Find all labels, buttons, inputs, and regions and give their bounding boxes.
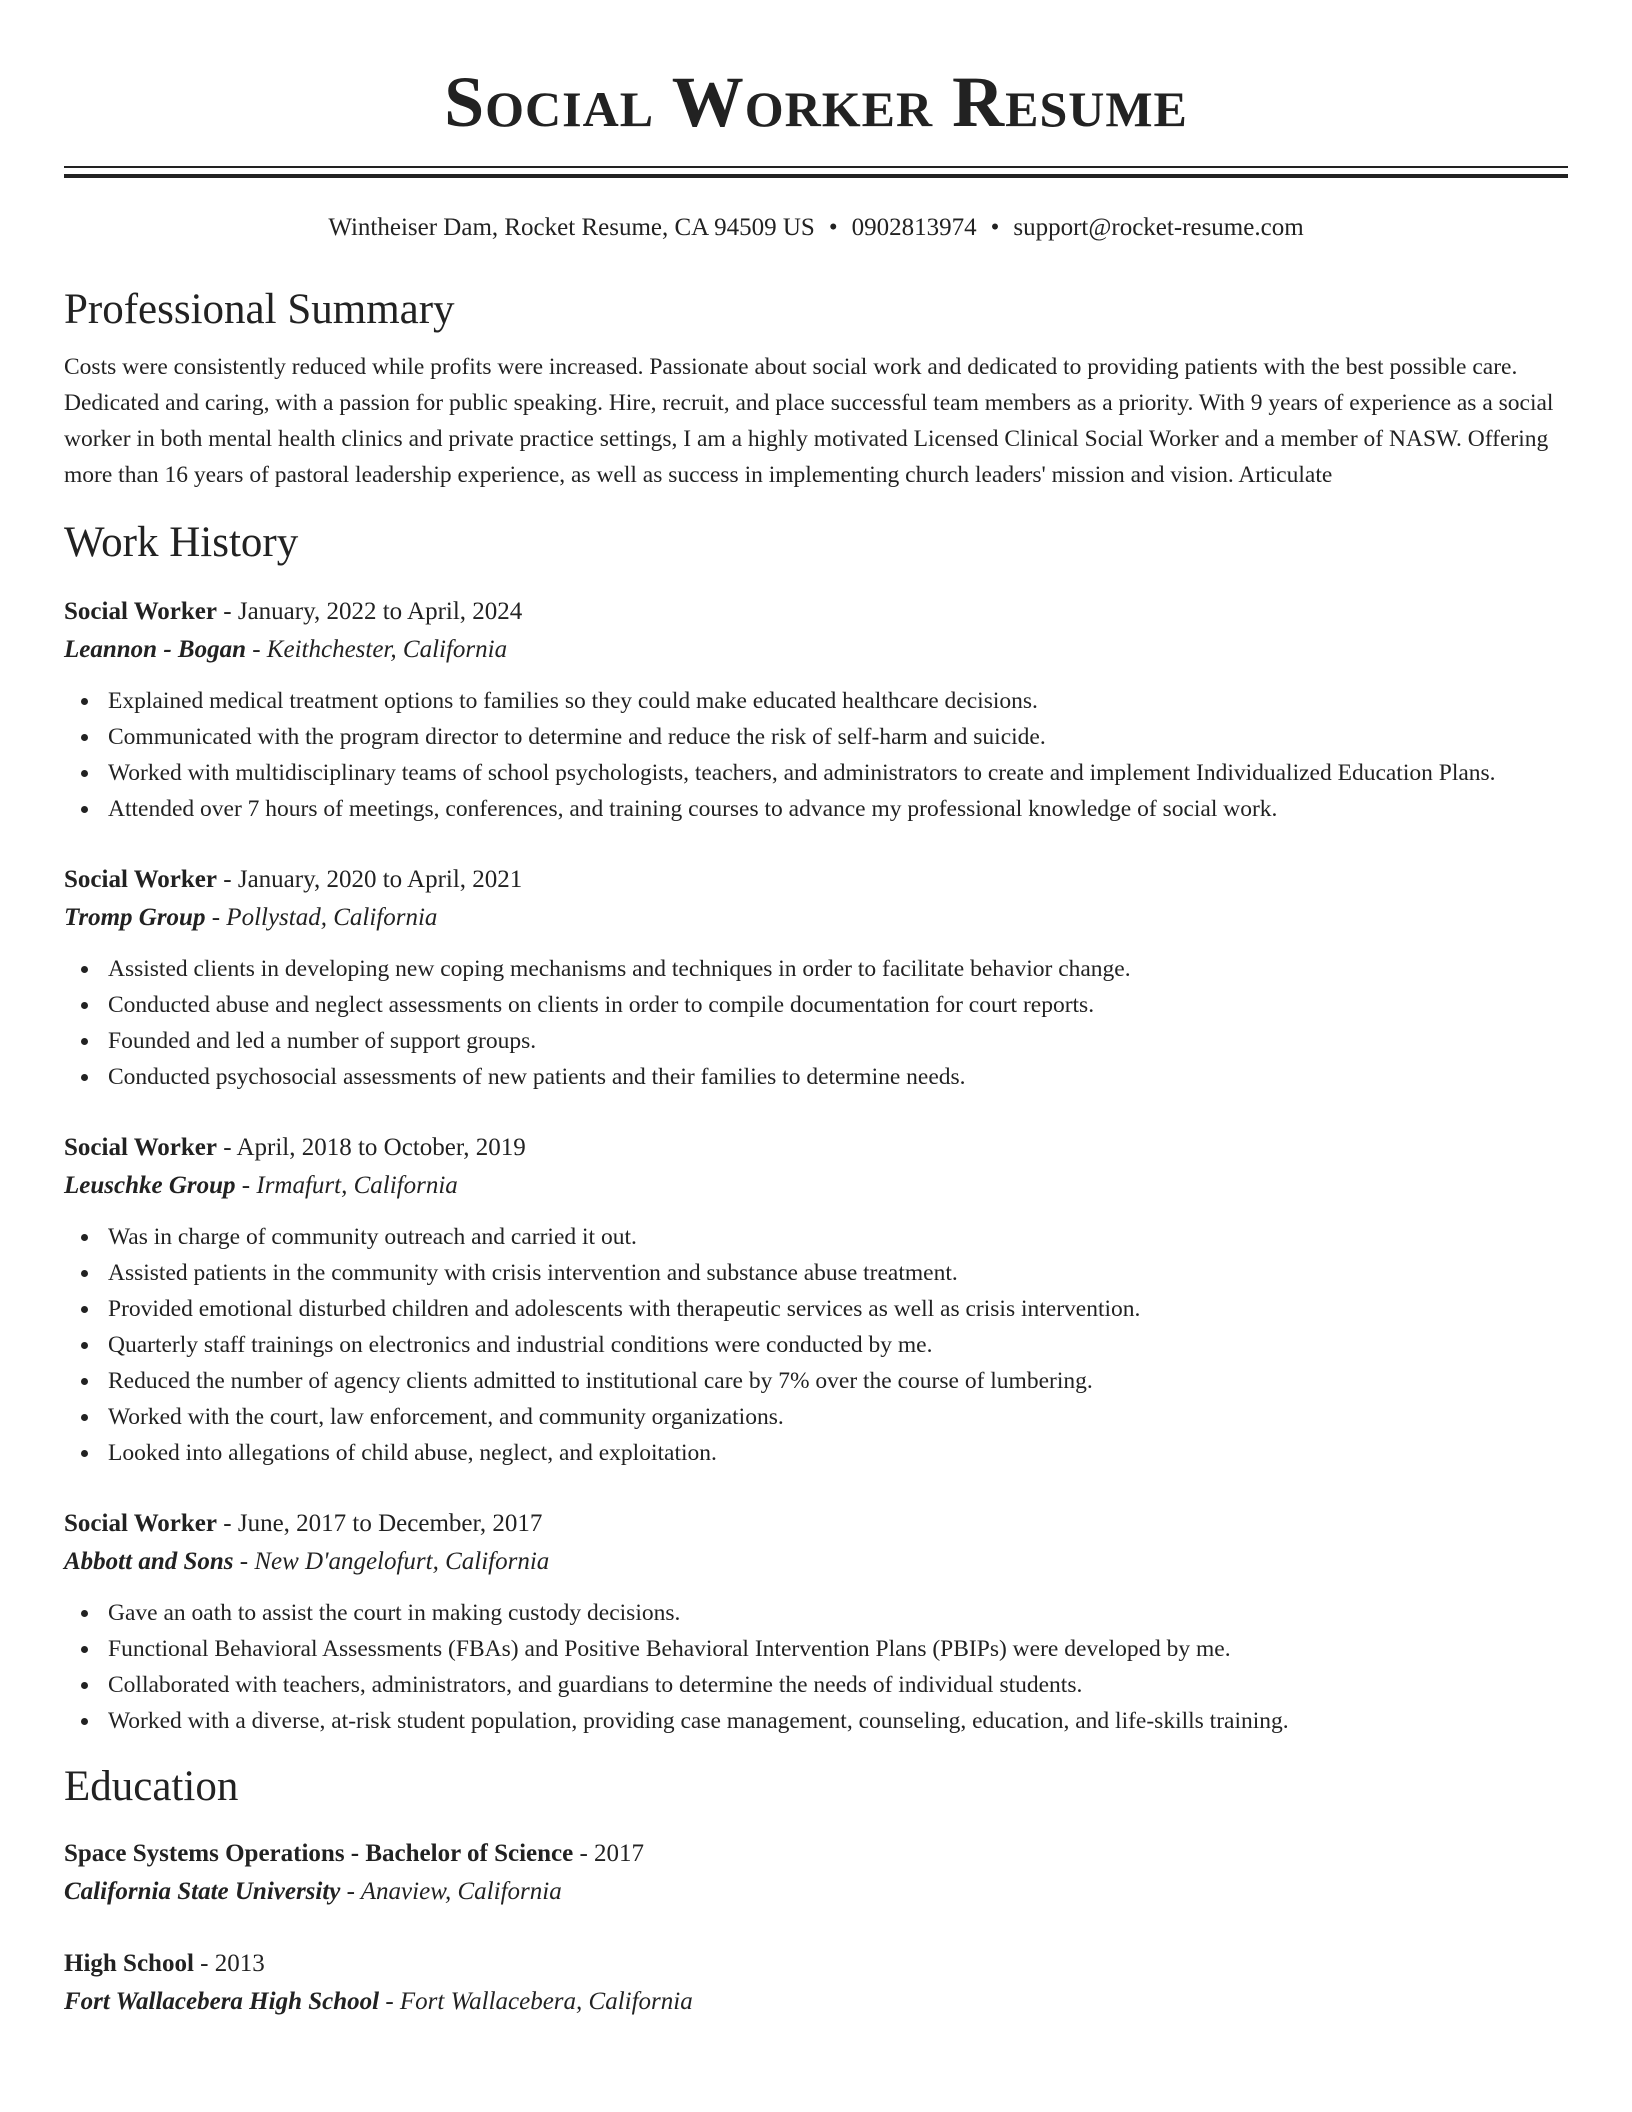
job-bullet: Communicated with the program director to determine and reduce the risk of self-harm and suicide.	[108, 719, 1568, 755]
job-entry	[64, 1129, 1568, 1471]
education-year: - 2013	[193, 1950, 265, 1977]
education-degree: High School	[64, 1950, 194, 1977]
education-location: - Anaview, California	[340, 1878, 562, 1905]
contact-address: Wintheiser Dam, Rocket Resume, CA 94509 US	[328, 214, 815, 241]
job-company-line	[64, 899, 1568, 937]
education-degree: Space Systems Operations - Bachelor of Science	[64, 1840, 574, 1867]
job-company: Leuschke Group	[64, 1172, 236, 1199]
education-location: - Fort Wallacebera, California	[379, 1988, 693, 2015]
contact-email: support@rocket-resume.com	[1013, 214, 1304, 241]
job-title: Social Worker	[64, 1134, 218, 1161]
title-divider	[64, 166, 1568, 178]
job-title: Social Worker	[64, 1510, 218, 1537]
job-entry	[64, 1505, 1568, 1739]
job-company: Leannon - Bogan	[64, 636, 246, 663]
job-bullet: Collaborated with teachers, administrators, and guardians to determine the needs of individual students.	[108, 1667, 1568, 1703]
job-bullets	[64, 951, 1568, 1095]
contact-separator: •	[990, 214, 1000, 241]
job-company-line	[64, 631, 1568, 669]
job-company-line	[64, 1543, 1568, 1581]
education-heading: Education	[64, 1763, 239, 1810]
job-dates: - January, 2022 to April, 2024	[217, 598, 523, 625]
job-bullet: Worked with the court, law enforcement, and community organizations.	[108, 1399, 1568, 1435]
job-bullet: Worked with a diverse, at-risk student population, providing case management, counseling, education, and life-skills training.	[108, 1703, 1568, 1739]
job-bullet: Was in charge of community outreach and carried it out.	[108, 1219, 1568, 1255]
education-school: California State University	[64, 1878, 341, 1905]
job-bullet: Assisted clients in developing new coping mechanisms and techniques in order to facilitate behavior change.	[108, 951, 1568, 987]
job-company-line	[64, 1167, 1568, 1205]
job-title-line	[64, 1505, 1568, 1543]
job-bullet: Functional Behavioral Assessments (FBAs) and Positive Behavioral Intervention Plans (PBIPs) were developed by me.	[108, 1631, 1568, 1667]
work-history-heading: Work History	[64, 519, 299, 566]
job-bullet: Reduced the number of agency clients admitted to institutional care by 7% over the course of lumbering.	[108, 1363, 1568, 1399]
job-bullet: Conducted psychosocial assessments of new patients and their families to determine needs.	[108, 1059, 1568, 1095]
summary-heading: Professional Summary	[64, 286, 455, 333]
job-bullet: Founded and led a number of support groups.	[108, 1023, 1568, 1059]
job-title: Social Worker	[64, 598, 218, 625]
education-degree-line	[64, 1945, 1568, 1983]
education-entry	[64, 1835, 1568, 1911]
education-year: - 2017	[573, 1840, 645, 1867]
education-degree-line	[64, 1835, 1568, 1873]
job-location: - Pollystad, California	[205, 904, 438, 931]
job-bullet: Looked into allegations of child abuse, neglect, and exploitation.	[108, 1435, 1568, 1471]
job-location: - New D'angelofurt, California	[233, 1548, 550, 1575]
job-bullet: Explained medical treatment options to families so they could make educated healthcare decisions.	[108, 683, 1568, 719]
job-title-line	[64, 593, 1568, 631]
job-dates: - April, 2018 to October, 2019	[217, 1134, 526, 1161]
job-company: Tromp Group	[64, 904, 206, 931]
education-school: Fort Wallacebera High School	[64, 1988, 380, 2015]
job-bullet: Attended over 7 hours of meetings, conferences, and training courses to advance my professional knowledge of social work.	[108, 791, 1568, 827]
job-bullets	[64, 1595, 1568, 1739]
job-bullet: Quarterly staff trainings on electronics and industrial conditions were conducted by me.	[108, 1327, 1568, 1363]
job-bullets	[64, 1219, 1568, 1471]
contact-separator: •	[828, 214, 838, 241]
job-company: Abbott and Sons	[64, 1548, 234, 1575]
job-bullet: Provided emotional disturbed children and adolescents with therapeutic services as well as crisis intervention.	[108, 1291, 1568, 1327]
education-entry	[64, 1945, 1568, 2021]
job-dates: - January, 2020 to April, 2021	[217, 866, 523, 893]
job-bullets	[64, 683, 1568, 827]
job-bullet: Assisted patients in the community with crisis intervention and substance abuse treatment.	[108, 1255, 1568, 1291]
contact-phone: 0902813974	[851, 214, 977, 241]
job-dates: - June, 2017 to December, 2017	[217, 1510, 543, 1537]
job-location: - Irmafurt, California	[235, 1172, 458, 1199]
job-title-line	[64, 1129, 1568, 1167]
resume-page	[64, 0, 1568, 2021]
job-bullet: Gave an oath to assist the court in making custody decisions.	[108, 1595, 1568, 1631]
job-title: Social Worker	[64, 866, 218, 893]
education-school-line	[64, 1873, 1568, 1911]
job-entry	[64, 593, 1568, 827]
job-title-line	[64, 861, 1568, 899]
job-bullet: Worked with multidisciplinary teams of school psychologists, teachers, and administrators to create and implement Individualized Education Plans.	[108, 755, 1568, 791]
summary-text: Costs were consistently reduced while profits were increased. Passionate about social work and dedicated to providing patients with the best possible care. Dedicated and caring, with a passion for public speaking. Hire, recruit, and place successful team members as a priority. With 9 years of experience as a social worker in both mental health clinics and private practice settings, I am a highly motivated Licensed Clinical Social Worker and a member of NASW. Offering more than 16 years of pastoral leadership experience, as well as success in implementing church leaders' mission and vision. Articulate	[64, 354, 1554, 488]
education-school-line	[64, 1983, 1568, 2021]
job-location: - Keithchester, California	[245, 636, 508, 663]
job-entry	[64, 861, 1568, 1095]
job-bullet: Conducted abuse and neglect assessments on clients in order to compile documentation for court reports.	[108, 987, 1568, 1023]
page-title: Social Worker Resume	[444, 62, 1188, 142]
contact-line	[64, 212, 1568, 244]
